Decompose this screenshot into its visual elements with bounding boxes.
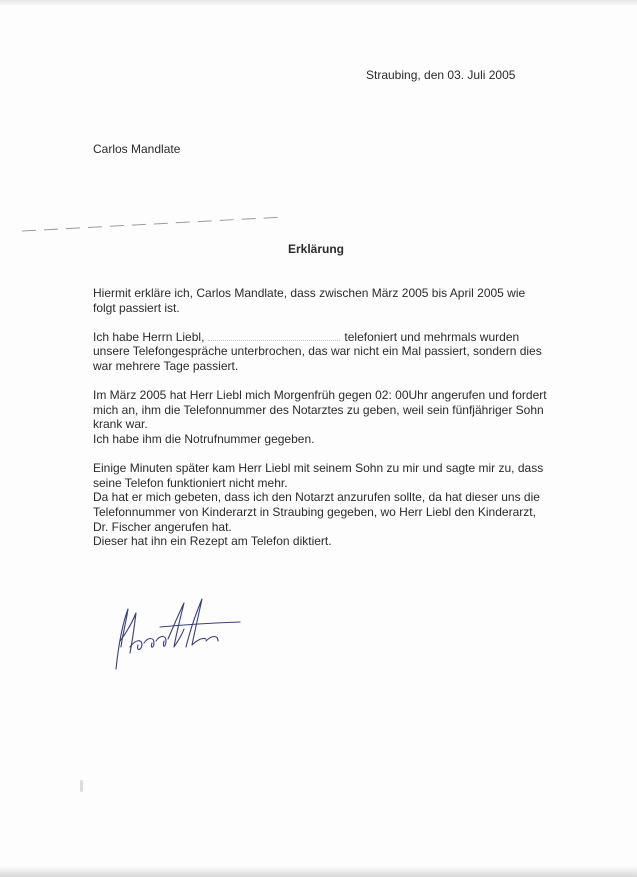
text-line: war mehrere Tage passiert. bbox=[93, 358, 239, 373]
text-line: Einige Minuten später kam Herr Liebl mit seinem Sohn zu mir und sagte mir zu, dass bbox=[93, 461, 544, 476]
handwritten-signature bbox=[108, 595, 248, 675]
text-line: Dieser hat ihn ein Rezept am Telefon diktiert. bbox=[93, 534, 332, 549]
text-line: unsere Telefongespräche unterbrochen, das war nicht ein Mal passiert, sondern dies bbox=[93, 344, 542, 359]
date-line: Straubing, den 03. Juli 2005 bbox=[366, 68, 516, 82]
text-segment: Ich habe Herrn Liebl, bbox=[93, 329, 205, 344]
scan-speck bbox=[80, 780, 83, 792]
text-line: Ich habe ihm die Notrufnummer gegeben. bbox=[93, 431, 315, 446]
document-body bbox=[93, 286, 573, 563]
document-title: Erklärung bbox=[288, 242, 345, 256]
text-line bbox=[93, 330, 573, 345]
scan-top-edge bbox=[0, 0, 637, 6]
text-line: Telefonnummer von Kinderarzt in Straubing gegeben, wo Herr Liebl den Kinderarzt, bbox=[93, 504, 536, 519]
text-line: Hiermit erkläre ich, Carlos Mandlate, dass zwischen März 2005 bis April 2005 wie bbox=[93, 286, 526, 300]
text-line: Im März 2005 hat Herr Liebl mich Morgenfrüh gegen 02: 00Uhr angerufen und fordert bbox=[93, 388, 547, 403]
text-line: seine Telefon funktioniert nicht mehr. bbox=[93, 475, 288, 490]
call-paragraph bbox=[93, 388, 573, 446]
sender-name: Carlos Mandlate bbox=[93, 142, 181, 156]
text-line: Da hat er mich gebeten, dass ich den Notarzt anzurufen sollte, da hat dieser uns die bbox=[93, 490, 540, 505]
text-line: folgt passiert ist. bbox=[93, 300, 180, 315]
visit-paragraph bbox=[93, 461, 573, 549]
text-line: krank war. bbox=[93, 417, 148, 432]
intro-paragraph bbox=[93, 286, 573, 315]
scan-bottom-edge bbox=[0, 866, 637, 877]
text-line: mich an, ihm die Telefonnummer des Notarztes zu geben, weil sein fünfjähriger Sohn bbox=[93, 402, 544, 417]
phone-paragraph bbox=[93, 330, 573, 374]
text-line: Dr. Fischer angerufen hat. bbox=[93, 519, 232, 534]
dashed-separator bbox=[22, 213, 284, 235]
text-segment: telefoniert und mehrmals wurden bbox=[344, 329, 520, 344]
redacted-blank bbox=[208, 330, 340, 341]
